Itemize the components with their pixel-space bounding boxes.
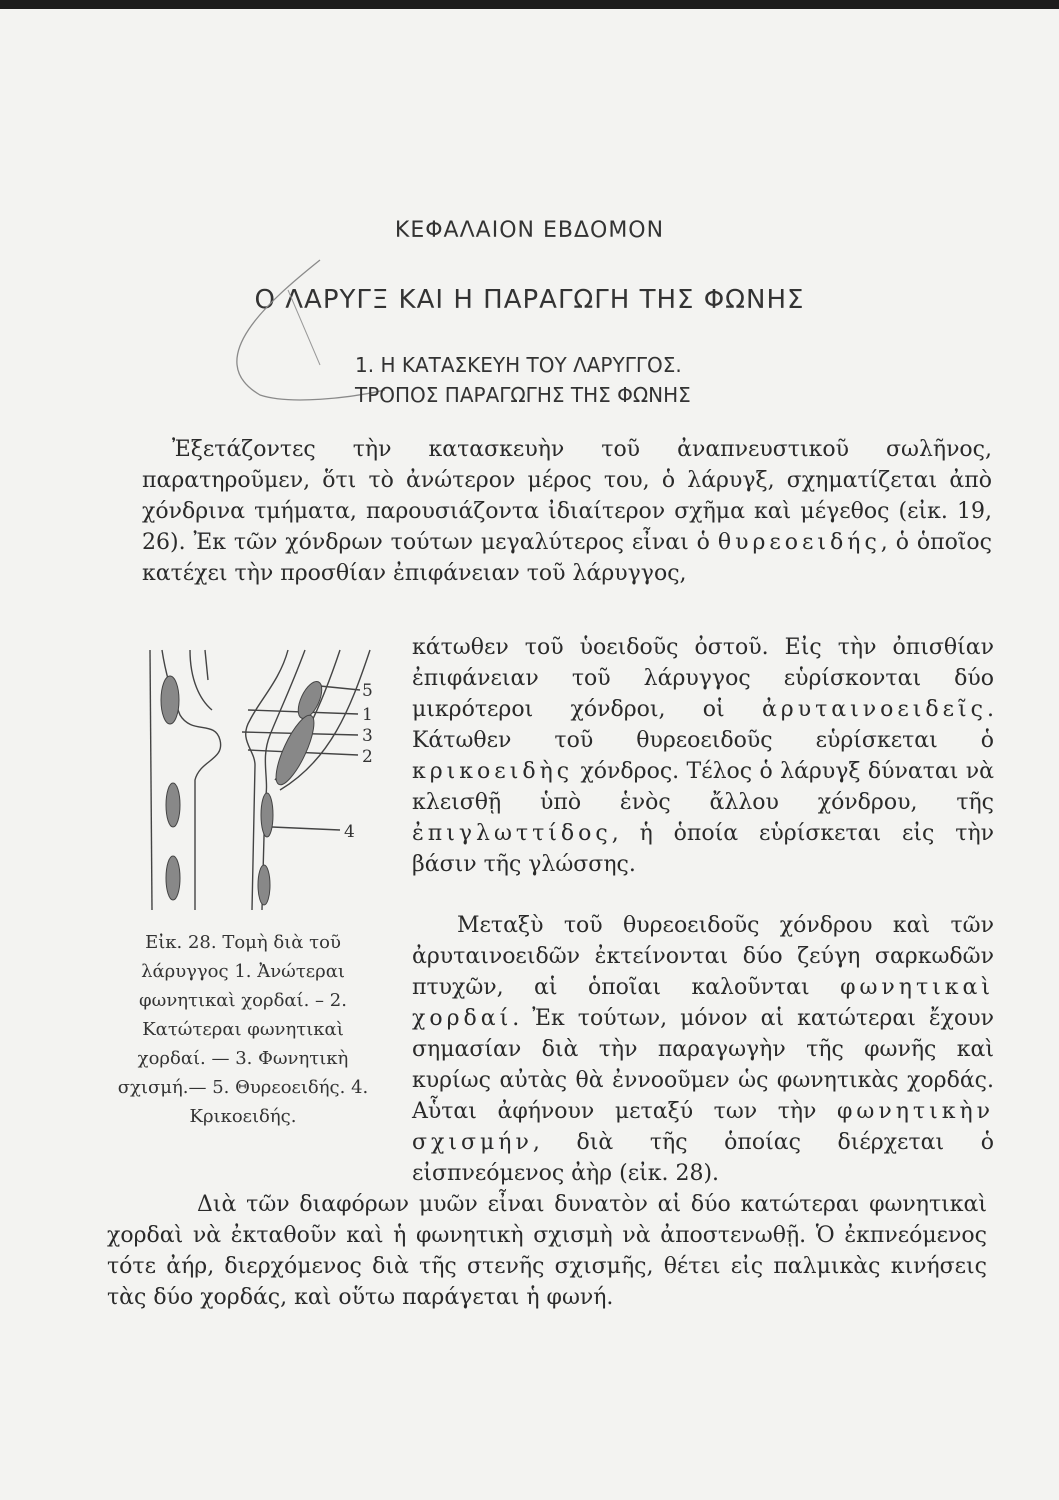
paragraph-1 xyxy=(142,434,992,589)
term-glottis: φωνητικὴν σχισμήν xyxy=(412,1099,994,1155)
paragraph-3-b: . Ἐκ τούτων, μόνον αἱ κατώτεραι ἔχουν σημασίαν διὰ τὴν παραγωγὴν τῆς φωνῆς καὶ κυρίως αὐτὰς θὰ ἐννοοῦμεν ὡς φωνητικὰς χορδάς. Αὗται ἀφήνουν μεταξύ των τὴν xyxy=(412,1006,994,1124)
term-vocal-cords: φωνητικαὶ χορδαί xyxy=(412,975,994,1031)
scan-edge xyxy=(0,0,1059,9)
paragraph-1-tail: , ὁ ὁποῖος κατέχει τὴν προσθίαν ἐπιφάνειαν τοῦ λάρυγγος, xyxy=(142,530,993,586)
label-4: 4 xyxy=(344,822,355,842)
section-line-2: ΤΡΟΠΟΣ ΠΑΡΑΓΩΓΗΣ ΤΗΣ ΦΩΝΗΣ xyxy=(355,383,691,407)
paragraph-3-a: Μεταξὺ τοῦ θυρεοειδοῦς χόνδρου καὶ τῶν ἀρυταινοειδῶν ἐκτείνονται δύο ζεύγη σαρκωδῶν πτυχῶν, αἱ ὁποῖαι καλοῦνται xyxy=(412,913,994,1000)
larynx-figure xyxy=(130,640,390,930)
paragraph-2-c: χόνδρος. Τέλος ὁ λάρυγξ δύναται νὰ κλεισθῇ ὑπὸ ἑνὸς ἄλλου χόνδρου, τῆς xyxy=(412,759,994,815)
chapter-title: Ο ΛΑΡΥΓΞ ΚΑΙ Η ΠΑΡΑΓΩΓΗ ΤΗΣ ΦΩΝΗΣ xyxy=(254,285,805,315)
section-line-1: 1. Η ΚΑΤΑΣΚΕΥΗ ΤΟΥ ΛΑΡΥΓΓΟΣ. xyxy=(355,353,682,377)
paragraph-4: Διὰ τῶν διαφόρων μυῶν εἶναι δυνατὸν αἱ δύο κατώτεραι φωνητικαὶ χορδαὶ νὰ ἐκταθοῦν καὶ ἡ φωνητικὴ σχισμὴ νὰ ἀποστενωθῇ. Ὁ ἐκπνεόμενος τότε ἀήρ, διερχόμενος διὰ τῆς στενῆς σχισμῆς, θέτει εἰς παλμικὰς κινήσεις τὰς δύο χορδάς, καὶ οὕτω παράγεται ἡ φωνή. xyxy=(107,1192,987,1310)
paragraph-3 xyxy=(412,910,994,1189)
label-1: 1 xyxy=(362,705,373,725)
paragraph-2-b: . Κάτωθεν τοῦ θυρεοειδοῦς εὑρίσκεται ὁ xyxy=(412,697,994,753)
term-thyroid: θυρεοειδής xyxy=(717,530,881,555)
label-3: 3 xyxy=(362,726,373,746)
term-arytenoid: ἀρυταινοειδεῖς xyxy=(761,697,987,722)
paragraph-2-a: κάτωθεν τοῦ ὑοειδοῦς ὀστοῦ. Εἰς τὴν ὀπισθίαν ἐπιφάνειαν τοῦ λάρυγγος εὑρίσκονται δύο μικρότεροι χόνδροι, οἱ xyxy=(412,635,994,722)
section-heading xyxy=(355,350,835,410)
term-epiglottis: ἐπιγλωττίδος xyxy=(412,821,612,846)
paragraph-2 xyxy=(412,632,994,880)
label-5: 5 xyxy=(362,681,373,701)
chapter-heading: ΚΕΦΑΛΑΙΟΝ ΕΒΔΟΜΟΝ xyxy=(394,218,665,243)
label-2: 2 xyxy=(362,747,373,767)
figure-caption: Εἰκ. 28. Τομὴ διὰ τοῦ λάρυγγος 1. Ἀνώτεραι φωνητικαὶ χορδαί. – 2. Κατώτεραι φωνητικαὶ χορδαί. — 3. Φωνητικὴ σχισμή.— 5. Θυρεοειδής. 4. Κρικοειδής. xyxy=(117,932,369,1127)
term-cricoid: κρικοειδὴς xyxy=(412,759,574,784)
paragraph-2-d: , ἡ ὁποία εὑρίσκεται εἰς τὴν βάσιν τῆς γλώσσης. xyxy=(412,821,994,877)
paragraph-1-text: Ἐξετάζοντες τὴν κατασκευὴν τοῦ ἀναπνευστικοῦ σωλῆνος, παρατηροῦμεν, ὅτι τὸ ἀνώτερον μέρος του, ὁ λάρυγξ, σχηματίζεται ἀπὸ χόνδρινα τμήματα, παρουσιάζοντα ἰδιαίτερον σχῆμα καὶ μέγεθος (εἰκ. 19, 26). Ἐκ τῶν χόνδρων τούτων μεγαλύτερος εἶναι ὁ xyxy=(142,437,992,555)
paragraph-3-c: , διὰ τῆς ὁποίας διέρχεται ὁ εἰσπνεόμενος ἀὴρ (εἰκ. 28). xyxy=(412,1130,994,1186)
